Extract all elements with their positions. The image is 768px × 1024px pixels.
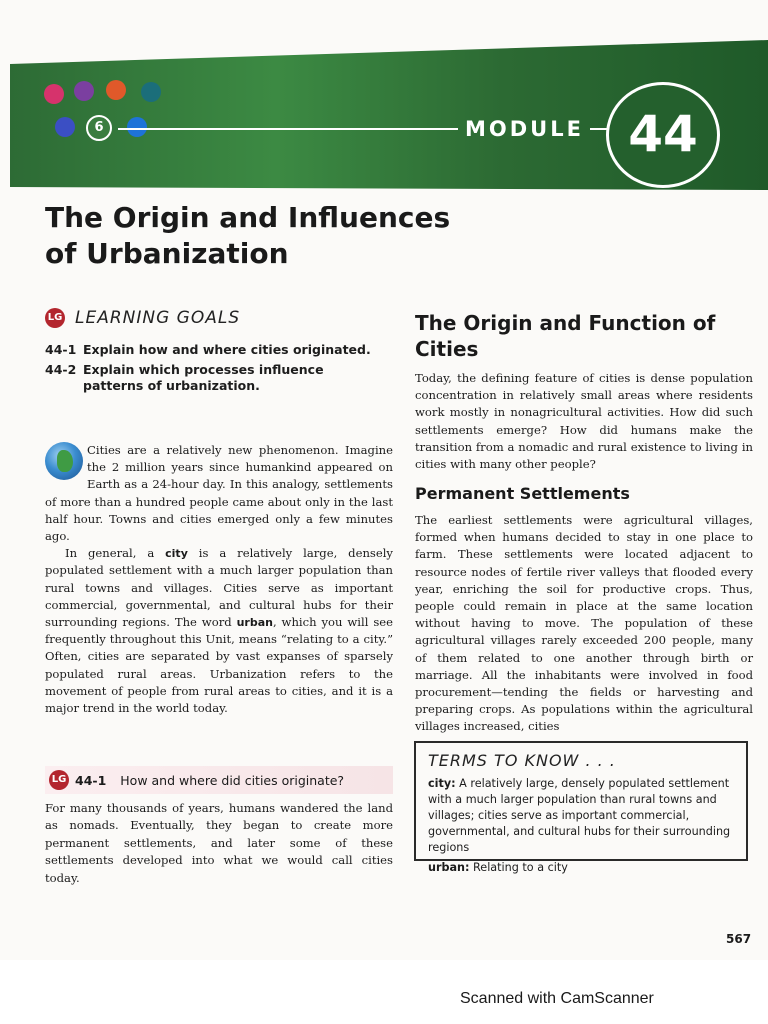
section-intro: Today, the defining feature of cities is dense population concentration in relatively small areas where residents work mostly in nonagricultural activities. How did such settlements emerge? How did humans make the transition from a nomadic and rural existence to living in cities with many other people? xyxy=(415,371,753,472)
learning-goals-heading xyxy=(45,308,240,328)
unit-dot-icon xyxy=(55,117,75,137)
question-text: How and where did cities originate? xyxy=(120,772,345,788)
section-title: The Origin and Function of Cities xyxy=(415,311,716,361)
unit-dot-icon xyxy=(127,117,147,137)
module-number: 44 xyxy=(606,82,720,188)
answer-paragraph: For many thousands of years, humans wandered the land as nomads. Eventually, they began to create more permanent settlements, and later some of these settlements developed into what we would call cities today. xyxy=(45,801,393,885)
intro-paragraph xyxy=(45,442,393,545)
learning-goal-badge-icon: LG xyxy=(45,308,65,328)
key-term: urban xyxy=(236,616,273,630)
term-definition: Relating to a city xyxy=(469,861,568,874)
terms-heading: TERMS TO KNOW . . . xyxy=(428,751,616,770)
left-column-body xyxy=(45,442,393,717)
key-term: city xyxy=(165,547,188,561)
question-number: 44-1 xyxy=(75,772,107,788)
page-title: The Origin and Influences of Urbanization xyxy=(45,201,451,270)
learning-goal-item xyxy=(45,362,375,394)
unit-dot-icon xyxy=(74,81,94,101)
header-rule xyxy=(118,128,458,130)
unit-dot-icon xyxy=(141,82,161,102)
unit-number-badge: 6 xyxy=(86,115,112,141)
learning-goal-badge-icon: LG xyxy=(49,770,69,790)
paragraph-text: is a relatively large, densely populated settlement with a much larger population than rural towns and villages. Cities serve as important commercial, governmental, and cultural hubs for their surrounding regions. The word xyxy=(45,546,393,630)
unit-dot-icon xyxy=(44,84,64,104)
intro-text: Cities are a relatively new phenomenon. Imagine the 2 million years since humankind appeared on Earth as a 24-hour day. In this analogy, settlements of more than a hundred people came about only in the last half hour. Towns and cities emerged only a few minutes ago. xyxy=(45,443,393,544)
term-definition: A relatively large, densely populated settlement with a much larger population than rural towns and villages; cities serve as important commercial, governmental, and cultural hubs for their surrounding regions xyxy=(428,777,731,854)
subsection-heading: Permanent Settlements xyxy=(415,484,630,503)
scanner-watermark: Scanned with CamScanner xyxy=(460,990,654,1007)
term-entry xyxy=(428,860,734,876)
term-word: city: xyxy=(428,777,456,790)
definition-paragraph xyxy=(45,545,393,717)
page-number: 567 xyxy=(726,932,752,946)
goal-text: Explain how and where cities originated. xyxy=(83,342,371,357)
terms-to-know-box xyxy=(414,741,748,874)
learning-goal-item xyxy=(45,342,375,358)
subsection-body: The earliest settlements were agricultural villages, formed when humans decided to stay in one place to farm. These settlements were located adjacent to resource nodes of fertile river valleys that flooded every year, enriching the soil for productive crops. Thus, people could remain in place at the same location without having to move. The population of these agricultural villages rarely exceeded 200 people, many of them related to one another through birth or marriage. All the inhabitants were involved in food procurement—tending the fields or harvesting and preparing crops. As populations within the agricultural villages increased, cities xyxy=(415,513,753,734)
globe-icon xyxy=(45,442,83,480)
unit-dot-icon xyxy=(106,80,126,100)
learning-goals-title: LEARNING GOALS xyxy=(75,308,241,328)
term-entry xyxy=(428,776,734,856)
goal-number: 44-1 xyxy=(45,342,77,357)
goal-number: 44-2 xyxy=(45,362,77,377)
section-question-heading xyxy=(45,766,393,794)
goal-text: Explain which processes influence patterns of urbanization. xyxy=(83,362,324,393)
paragraph-text: In general, a xyxy=(65,546,166,561)
term-word: urban: xyxy=(428,861,470,874)
module-label: MODULE xyxy=(465,117,584,141)
paragraph-text: , which you will see frequently throughout this Unit, means “relating to a city.” Often, cities are separated by vast expanses of sparsely populated rural areas. Urbanization refers to the movement of people from rural areas to cities, and it is a major trend in the world today. xyxy=(45,615,393,716)
